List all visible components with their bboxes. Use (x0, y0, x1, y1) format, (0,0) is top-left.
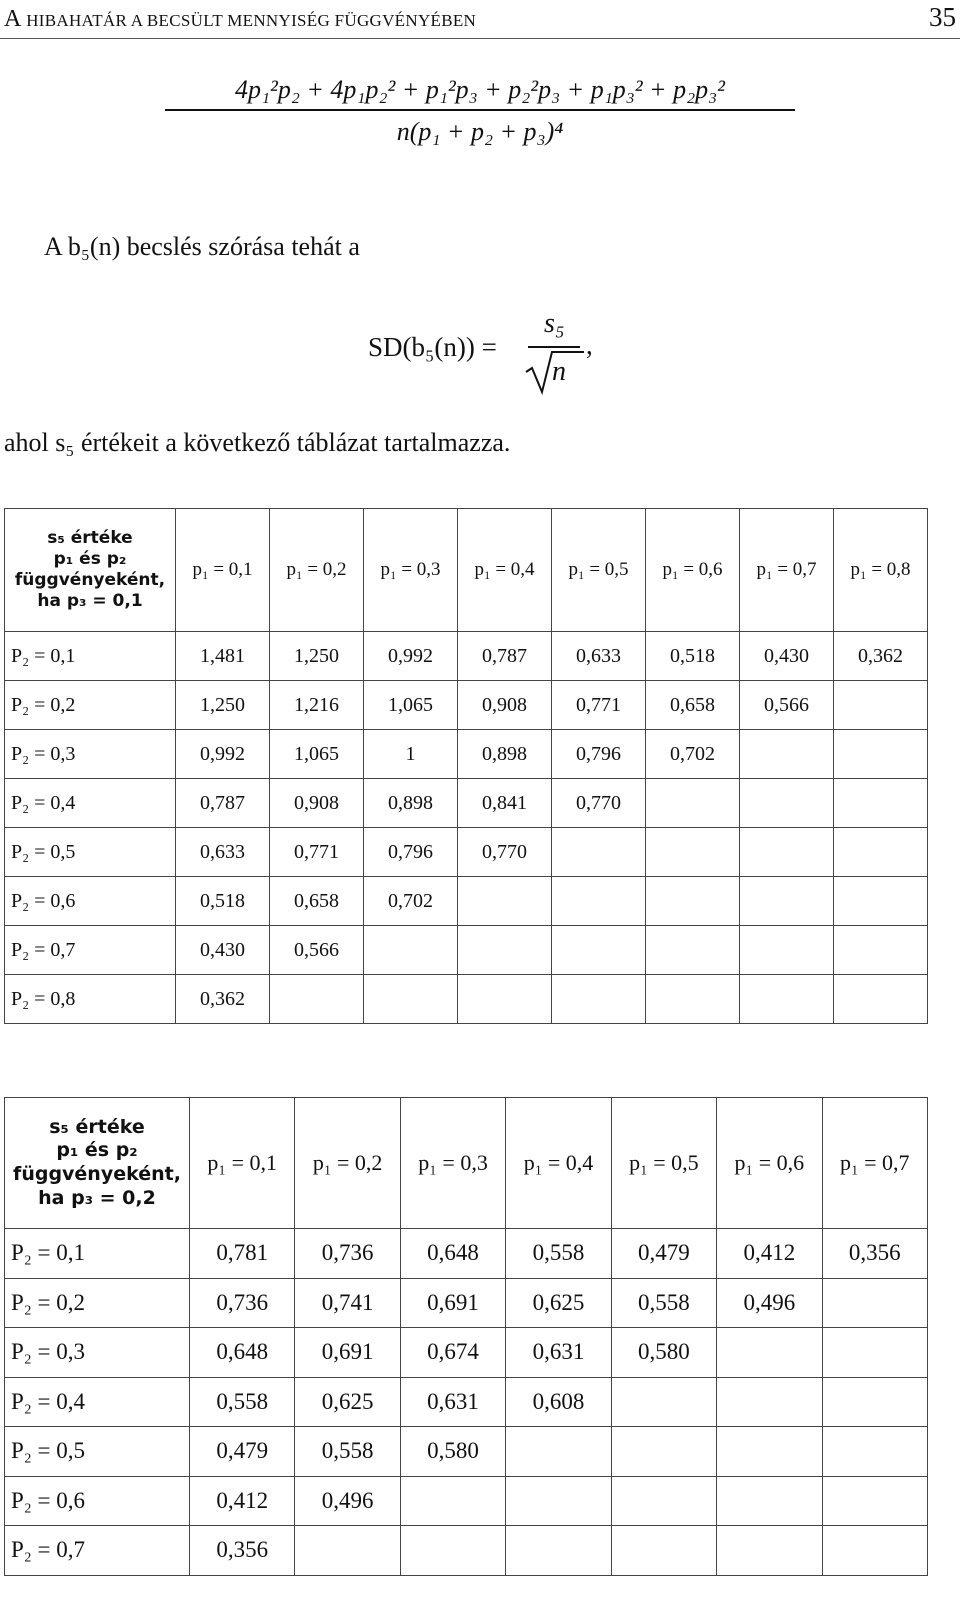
table-cell (834, 828, 928, 877)
table-cell (822, 1427, 927, 1477)
row-label: P₂ = 0,7 (5, 1526, 190, 1576)
table-cell (458, 877, 552, 926)
table-cell: 1,250 (176, 681, 270, 730)
table-cell (740, 779, 834, 828)
row-label: P₂ = 0,5 (5, 1427, 190, 1477)
table-row (5, 828, 928, 877)
table-cell (400, 1526, 505, 1576)
table-cell: 0,558 (190, 1377, 295, 1427)
table-cell: 1 (364, 730, 458, 779)
table-cell (506, 1476, 611, 1526)
table-cell: 0,566 (270, 926, 364, 975)
table-cell: 0,518 (176, 877, 270, 926)
table-cell (646, 828, 740, 877)
table-cell: 1,481 (176, 632, 270, 681)
row-label: P₂ = 0,8 (5, 975, 176, 1024)
row-label: P₂ = 0,7 (5, 926, 176, 975)
table-cell: 0,631 (506, 1328, 611, 1378)
row-label: P₂ = 0,6 (5, 877, 176, 926)
table-cell: 0,558 (611, 1278, 716, 1328)
table-cell (506, 1526, 611, 1576)
variance-formula (165, 75, 795, 147)
table-row (5, 1278, 928, 1328)
row-label: P₂ = 0,3 (5, 1328, 190, 1378)
table-cell: 0,558 (295, 1427, 400, 1477)
table-cell (822, 1526, 927, 1576)
page-number: 35 (929, 2, 956, 32)
table-cell: 0,992 (364, 632, 458, 681)
table-cell: 0,770 (458, 828, 552, 877)
table-cell (740, 730, 834, 779)
table-cell: 0,356 (190, 1526, 295, 1576)
column-header: p₁ = 0,1 (190, 1098, 295, 1229)
column-header: p₁ = 0,1 (176, 509, 270, 632)
table-cell (611, 1526, 716, 1576)
table-cell: 0,770 (552, 779, 646, 828)
table-cell: 0,658 (646, 681, 740, 730)
table-cell: 0,580 (400, 1427, 505, 1477)
column-header: p₁ = 0,6 (717, 1098, 822, 1229)
sd-numerator: s₅ (544, 308, 565, 339)
table-cell (295, 1526, 400, 1576)
table-cell (552, 975, 646, 1024)
table-cell: 0,558 (506, 1229, 611, 1279)
table-cell: 0,702 (364, 877, 458, 926)
table-cell: 0,631 (400, 1377, 505, 1427)
table-cell: 0,496 (717, 1278, 822, 1328)
table-row (5, 1229, 928, 1279)
corner-line: függvényeként, (14, 570, 166, 590)
row-label: P₂ = 0,4 (5, 1377, 190, 1427)
table-cell: 0,992 (176, 730, 270, 779)
table-cell (400, 1476, 505, 1526)
title-rest: HIBAHATÁR A BECSÜLT MENNYISÉG FÜGGVÉNYÉBEN (21, 11, 477, 30)
table-cell: 0,796 (552, 730, 646, 779)
table-cell: 0,908 (270, 779, 364, 828)
row-label: P₂ = 0,1 (5, 1229, 190, 1279)
formula-numerator: 4p₁²p₂ + 4p₁p₂² + p₁²p₃ + p₂²p₃ + p₁p₃² + p₂p₃² (235, 75, 725, 104)
row-label: P₂ = 0,4 (5, 779, 176, 828)
table-row (5, 779, 928, 828)
table-cell: 0,691 (295, 1328, 400, 1378)
column-header: p₁ = 0,8 (834, 509, 928, 632)
table-row (5, 975, 928, 1024)
column-header: p₁ = 0,4 (506, 1098, 611, 1229)
running-title (4, 6, 476, 33)
table-cell: 0,787 (458, 632, 552, 681)
column-header: p₁ = 0,3 (400, 1098, 505, 1229)
table-cell (740, 877, 834, 926)
table-cell (552, 926, 646, 975)
table-row (5, 1476, 928, 1526)
table-cell: 0,362 (176, 975, 270, 1024)
table-row (5, 1377, 928, 1427)
row-label: P₂ = 0,2 (5, 681, 176, 730)
table-cell: 0,412 (717, 1229, 822, 1279)
table-cell (646, 877, 740, 926)
table-cell: 0,412 (190, 1476, 295, 1526)
row-label: P₂ = 0,2 (5, 1278, 190, 1328)
table-row (5, 632, 928, 681)
table-cell (834, 681, 928, 730)
table-cell: 0,741 (295, 1278, 400, 1328)
column-header: p₁ = 0,6 (646, 509, 740, 632)
table-cell (834, 926, 928, 975)
table-cell (270, 975, 364, 1024)
table-cell (458, 926, 552, 975)
table-cell (458, 975, 552, 1024)
table-cell: 0,771 (552, 681, 646, 730)
table-row (5, 926, 928, 975)
table-cell: 0,362 (834, 632, 928, 681)
table-cell: 1,250 (270, 632, 364, 681)
table-cell (552, 828, 646, 877)
table-cell (646, 779, 740, 828)
column-header: p₁ = 0,7 (822, 1098, 927, 1229)
table-cell (740, 828, 834, 877)
table-cell (822, 1278, 927, 1328)
table-cell (646, 975, 740, 1024)
sd-comma: , (586, 330, 593, 360)
table-cell (364, 926, 458, 975)
row-label: P₂ = 0,5 (5, 828, 176, 877)
table-row (5, 730, 928, 779)
table-cell (822, 1476, 927, 1526)
table-row (5, 1328, 928, 1378)
table-cell: 0,518 (646, 632, 740, 681)
row-label: P₂ = 0,1 (5, 632, 176, 681)
sd-formula (368, 308, 628, 398)
table-cell (834, 975, 928, 1024)
table-cell (740, 926, 834, 975)
table-cell: 0,736 (190, 1278, 295, 1328)
row-label: P₂ = 0,6 (5, 1476, 190, 1526)
table-cell (611, 1476, 716, 1526)
table-cell (834, 730, 928, 779)
table-cell: 0,787 (176, 779, 270, 828)
table-cell (646, 926, 740, 975)
table-cell (611, 1427, 716, 1477)
table-cell (364, 975, 458, 1024)
column-header: p₁ = 0,5 (552, 509, 646, 632)
table-cell: 0,479 (190, 1427, 295, 1477)
table-cell (834, 779, 928, 828)
table-cell: 0,796 (364, 828, 458, 877)
table-cell: 0,648 (400, 1229, 505, 1279)
table-cell: 0,781 (190, 1229, 295, 1279)
table-cell: 0,771 (270, 828, 364, 877)
table-cell: 0,479 (611, 1229, 716, 1279)
table-cell (740, 975, 834, 1024)
page-header (0, 0, 960, 42)
header-rule (0, 38, 960, 39)
s5-table-p3-0-1 (4, 508, 928, 1024)
table-cell (822, 1328, 927, 1378)
table-cell: 0,430 (176, 926, 270, 975)
table-row (5, 1427, 928, 1477)
corner-line: függvényeként, (13, 1163, 181, 1185)
corner-line: s₅ értéke (49, 1115, 145, 1138)
table-cell: 1,065 (270, 730, 364, 779)
title-initial: A (4, 6, 22, 32)
table-cell: 0,841 (458, 779, 552, 828)
table-row (5, 877, 928, 926)
table-cell (822, 1377, 927, 1427)
table-cell: 0,908 (458, 681, 552, 730)
corner-line: ha p₃ = 0,1 (37, 591, 143, 612)
table-cell: 0,736 (295, 1229, 400, 1279)
table-cell: 0,702 (646, 730, 740, 779)
table-cell: 0,496 (295, 1476, 400, 1526)
table-cell: 0,356 (822, 1229, 927, 1279)
table-cell: 1,065 (364, 681, 458, 730)
table-cell: 0,648 (190, 1328, 295, 1378)
table-cell: 0,691 (400, 1278, 505, 1328)
table-cell (717, 1476, 822, 1526)
table-cell: 0,625 (506, 1278, 611, 1328)
row-label: P₂ = 0,3 (5, 730, 176, 779)
column-header: p₁ = 0,2 (295, 1098, 400, 1229)
table-cell (552, 877, 646, 926)
formula-denominator: n(p₁ + p₂ + p₃)⁴ (396, 117, 564, 146)
table-cell (717, 1427, 822, 1477)
corner-line: p₁ és p₂ (56, 1139, 138, 1162)
corner-line: s₅ értéke (47, 527, 133, 548)
table-cell: 0,580 (611, 1328, 716, 1378)
sd-denominator: n (552, 356, 566, 387)
table-row (5, 681, 928, 730)
table-cell: 0,430 (740, 632, 834, 681)
table-corner-header (5, 1098, 190, 1229)
column-header: p₁ = 0,4 (458, 509, 552, 632)
column-header: p₁ = 0,5 (611, 1098, 716, 1229)
table-cell: 1,216 (270, 681, 364, 730)
table-cell: 0,566 (740, 681, 834, 730)
table-cell (717, 1377, 822, 1427)
table-cell: 0,658 (270, 877, 364, 926)
table-cell: 0,633 (176, 828, 270, 877)
table-cell (506, 1427, 611, 1477)
corner-line: p₁ és p₂ (53, 548, 127, 569)
corner-line: ha p₃ = 0,2 (38, 1186, 156, 1209)
table-cell (717, 1526, 822, 1576)
s5-table-p3-0-2 (4, 1097, 928, 1576)
column-header: p₁ = 0,7 (740, 509, 834, 632)
table-row (5, 1526, 928, 1576)
column-header: p₁ = 0,2 (270, 509, 364, 632)
column-header: p₁ = 0,3 (364, 509, 458, 632)
table-corner-header (5, 509, 176, 632)
sd-lhs: SD(b₅(n)) = (368, 332, 497, 362)
table-cell (717, 1328, 822, 1378)
table-intro-sentence: ahol s₅ értékeit a következő táblázat tartalmazza. (4, 428, 511, 457)
table-cell (834, 877, 928, 926)
table-cell (611, 1377, 716, 1427)
table-cell: 0,625 (295, 1377, 400, 1427)
table-cell: 0,898 (458, 730, 552, 779)
table-cell: 0,898 (364, 779, 458, 828)
table-cell: 0,633 (552, 632, 646, 681)
fraction-bar (165, 109, 795, 111)
intro-sentence: A b₅(n) becslés szórása tehát a (44, 232, 360, 261)
table-cell: 0,608 (506, 1377, 611, 1427)
table-cell: 0,674 (400, 1328, 505, 1378)
